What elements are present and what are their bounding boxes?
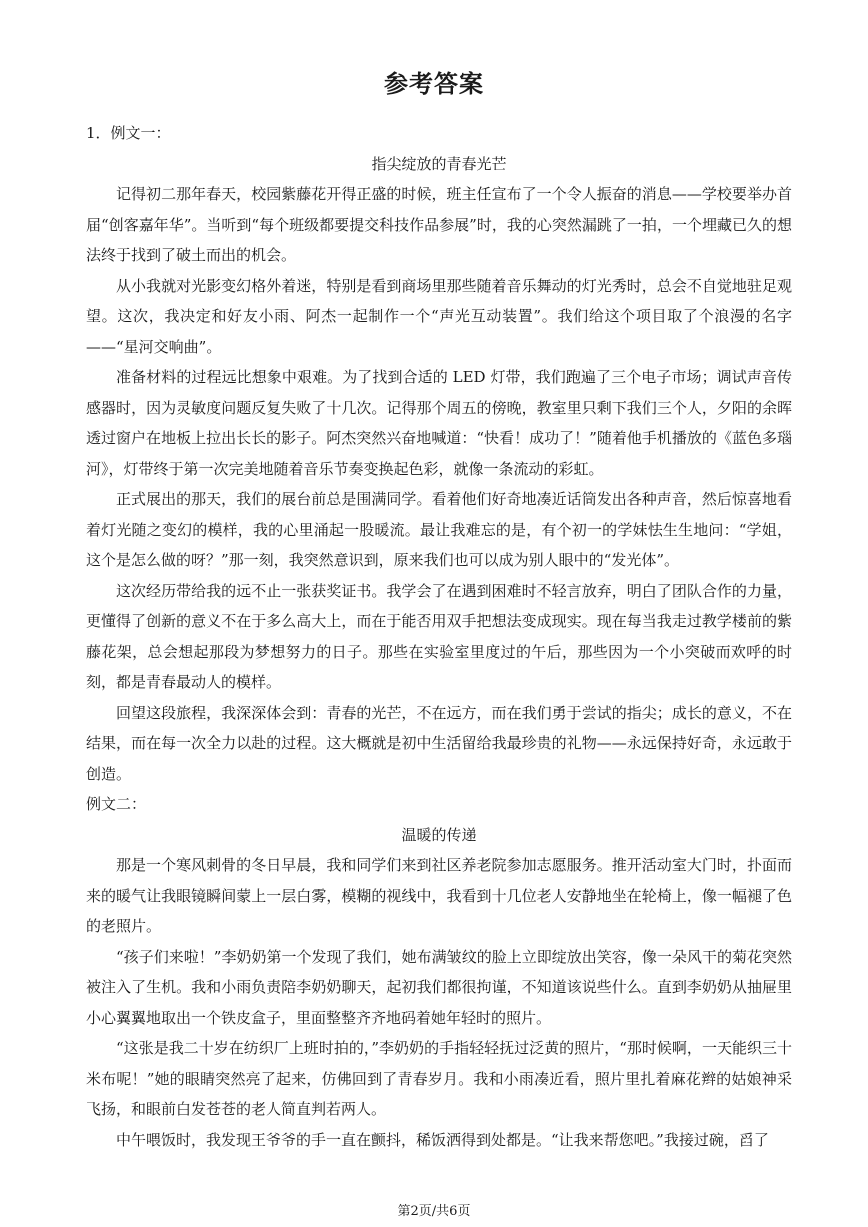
paragraph: 回望这段旅程，我深深体会到：青春的光芒，不在远方，而在我们勇于尝试的指尖；成长的意义，不在结果，而在每一次全力以赴的过程。这大概就是初中生活留给我最珍贵的礼物——永远保持好奇，永远敢于创造。 bbox=[86, 703, 792, 783]
example-label: 例文二： bbox=[86, 795, 147, 813]
paragraph: 这次经历带给我的远不止一张获奖证书。我学会了在遇到困难时不轻言放弃，明白了团队合作的力量，更懂得了创新的意义不在于多么高大上，而在于能否用双手把想法变成现实。现在每当我走过教学楼前的紫藤花架，总会想起那段为梦想努力的日子。那些在实验室里度过的午后，那些因为一个小突破而欢呼的时刻，都是青春最动人的模样。 bbox=[86, 581, 792, 691]
paragraph: 从小我就对光影变幻格外着迷，特别是看到商场里那些随着音乐舞动的灯光秀时，总会不自觉地驻足观望。这次，我决定和好友小雨、阿杰一起制作一个“声光互动装置”。我们给这个项目取了个浪漫的名字——“星河交响曲”。 bbox=[86, 276, 792, 356]
paragraph: “孩子们来啦！”李奶奶第一个发现了我们，她布满皱纹的脸上立即绽放出笑容，像一朵风干的菊花突然被注入了生机。我和小雨负责陪李奶奶聊天，起初我们都很拘谨，不知道该说些什么。直到李奶奶从抽屉里小心翼翼地取出一个铁皮盒子，里面整整齐齐地码着她年轻时的照片。 bbox=[86, 947, 792, 1027]
essay-title: 温暖的传递 bbox=[401, 825, 477, 844]
paragraph: 正式展出的那天，我们的展台前总是围满同学。看着他们好奇地凑近话筒发出各种声音，然后惊喜地看着灯光随之变幻的模样，我的心里涌起一股暖流。最让我难忘的是，有个初一的学妹怯生生地问：“学姐，这个是怎么做的呀？”那一刻，我突然意识到，原来我们也可以成为别人眼中的“发光体”。 bbox=[86, 490, 792, 569]
paragraph: 中午喂饭时，我发现王爷爷的手一直在颤抖，稀饭洒得到处都是。“让我来帮您吧。”我接过碗，舀了 bbox=[116, 1130, 769, 1149]
paragraph: “这张是我二十岁在纺织厂上班时拍的，”李奶奶的手指轻轻抚过泛黄的照片，“那时候啊，一天能织三十米布呢！”她的眼睛突然亮了起来，仿佛回到了青春岁月。我和小雨凑近看，照片里扎着麻花辫的姑娘神采飞扬，和眼前白发苍苍的老人简直判若两人。 bbox=[86, 1039, 792, 1118]
paragraph: 那是一个寒风刺骨的冬日早晨，我和同学们来到社区养老院参加志愿服务。推开活动室大门时，扑面而来的暖气让我眼镜瞬间蒙上一层白雾，模糊的视线中，我看到十几位老人安静地坐在轮椅上，像一幅褪了色的老照片。 bbox=[86, 856, 792, 935]
essay-title: 指尖绽放的青春光芒 bbox=[371, 154, 507, 173]
question-label: 1．例文一： bbox=[86, 124, 171, 142]
page-number-footer: 第2页/共6页 bbox=[397, 1204, 471, 1219]
paragraph: 准备材料的过程远比想象中艰难。为了找到合适的 LED 灯带，我们跑遍了三个电子市场；调试声音传感器时，因为灵敏度问题反复失败了十几次。记得那个周五的傍晚，教室里只剩下我们三个人，夕阳的余晖透过窗户在地板上拉出长长的影子。阿杰突然兴奋地喊道：“快看！成功了！”随着他手机播放的《蓝色多瑙河》，灯带终于第一次完美地随着音乐节奏变换起色彩，就像一条流动的彩虹。 bbox=[86, 368, 792, 478]
document-body bbox=[86, 118, 792, 1155]
paragraph: 记得初二那年春天，校园紫藤花开得正盛的时候，班主任宣布了一个令人振奋的消息——学校要举办首届“创客嘉年华”。当听到“每个班级都要提交科技作品参展”时，我的心突然漏跳了一拍，一个埋藏已久的想法终于找到了破土而出的机会。 bbox=[86, 185, 792, 264]
page-title: 参考答案 bbox=[384, 69, 484, 98]
